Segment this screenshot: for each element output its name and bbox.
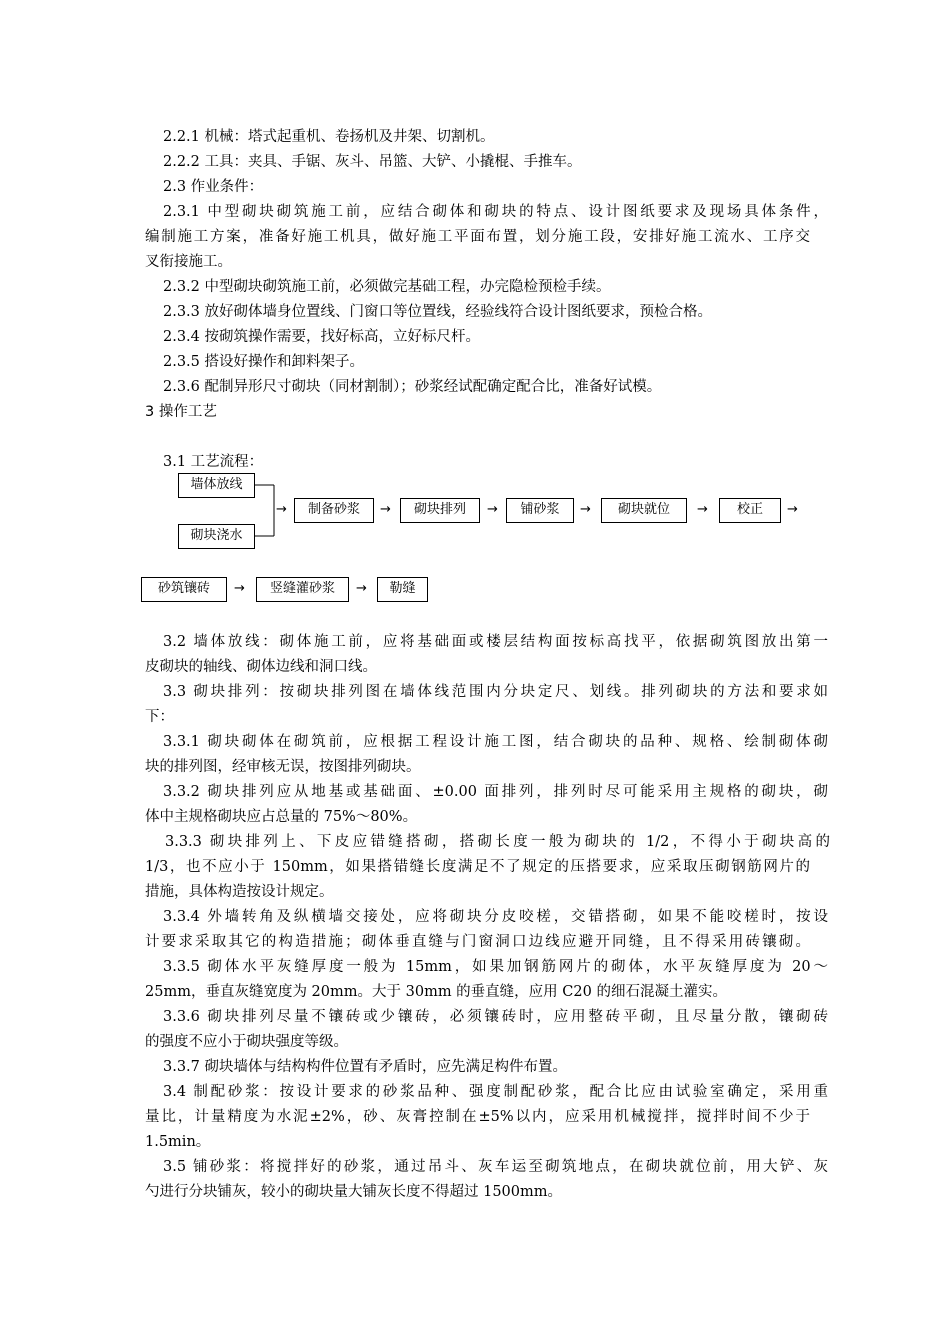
flow-box-brick-inlay: 砂筑镶砖 [141, 577, 227, 602]
para-3-3-5: 3.3.5 砌体水平灰缝厚度一般为 15mm，如果加钢筋网片的砌体，水平灰缝厚度为 20～ [163, 959, 828, 975]
flow-box-block-watering: 砌块浇水 [178, 524, 255, 549]
para-3-3-2: 3.3.2 砌块排列应从地基或基础面、±0.00 面排列，排列时尽可能采用主规格的砌块，砌 [163, 784, 828, 800]
flow-box-pointing: 勒缝 [377, 577, 428, 602]
flow-arrow-7: → [234, 581, 245, 596]
flow-title: 3.1 工艺流程： [163, 454, 264, 470]
flow-arrow-2: → [380, 502, 391, 517]
para-3-3-3-cont: 1/3，也不应小于 150mm，如果搭错缝长度满足不了规定的压搭要求，应采取压砌钢筋网片的 [145, 859, 810, 875]
para-2-3-5: 2.3.5 搭设好操作和卸料架子。 [163, 354, 365, 370]
para-2-3-1-cont: 编制施工方案，准备好施工机具，做好施工平面布置，划分施工段，安排好施工流水、工序交 [145, 229, 810, 245]
para-3-3: 3.3 砌块排列：按砌块排列图在墙体线范围内分块定尺、划线。排列砌块的方法和要求如 [163, 684, 828, 700]
para-2-3-6: 2.3.6 配制异形尺寸砌块（同材割制）；砂浆经试配确定配合比，准备好试模。 [163, 379, 662, 395]
para-3-2: 3.2 墙体放线：砌体施工前，应将基础面或楼层结构面按标高找平，依据砌筑图放出第一 [163, 634, 828, 650]
para-3-3-1-cont: 块的排列图，经审核无误，按图排列砌块。 [145, 759, 421, 775]
flow-arrow-6: → [787, 502, 798, 517]
para-3-3-4: 3.3.4 外墙转角及纵横墙交接处，应将砌块分皮咬槎，交错搭砌，如果不能咬槎时，按设 [163, 909, 828, 925]
para-2-3-4: 2.3.4 按砌筑操作需要，找好标高，立好标尺杆。 [163, 329, 481, 345]
flow-box-block-placement: 砌块就位 [601, 498, 687, 523]
para-3-3-cont: 下： [145, 709, 174, 725]
para-2-3-1-end: 叉衔接施工。 [145, 254, 232, 270]
para-2-3-1: 2.3.1 中型砌块砌筑施工前，应结合砌体和砌块的特点、设计图纸要求及现场具体条件， [163, 204, 828, 220]
para-3-3-2-cont: 体中主规格砌块应占总量的 75%～80%。 [145, 809, 418, 825]
flow-box-spread-mortar: 铺砂浆 [506, 498, 574, 523]
flow-box-vertical-joint-grout: 竖缝灌砂浆 [256, 577, 349, 602]
para-2-3-2: 2.3.2 中型砌块砌筑施工前，必须做完基础工程，办完隐检预检手续。 [163, 279, 611, 295]
flow-box-prepare-mortar: 制备砂浆 [294, 498, 374, 523]
heading-2-3: 2.3 作业条件： [163, 179, 264, 195]
para-3-3-7: 3.3.7 砌块墙体与结构构件位置有矛盾时，应先满足构件布置。 [163, 1059, 568, 1075]
flow-arrow-1: → [276, 502, 287, 517]
para-3-5: 3.5 铺砂浆：将搅拌好的砂浆，通过吊斗、灰车运至砌筑地点，在砌块就位前，用大铲、灰 [163, 1159, 828, 1175]
para-3-3-1: 3.3.1 砌块砌体在砌筑前，应根据工程设计施工图，结合砌块的品种、规格、绘制砌体砌 [163, 734, 828, 750]
flow-box-wall-marking: 墙体放线 [178, 473, 255, 498]
para-2-2-1: 2.2.1 机械：塔式起重机、卷扬机及井架、切割机。 [163, 129, 495, 145]
para-3-3-5-cont: 25mm，垂直灰缝宽度为 20mm。大于 30mm 的垂直缝，应用 C20 的细石混凝土灌实。 [145, 984, 727, 1000]
flow-box-correction: 校正 [719, 498, 781, 523]
flow-arrow-3: → [487, 502, 498, 517]
para-3-3-6: 3.3.6 砌块排列尽量不镶砖或少镶砖，必须镶砖时，应用整砖平砌，且尽量分散，镶砌砖 [163, 1009, 828, 1025]
para-3-3-6-cont: 的强度不应小于砌块强度等级。 [145, 1034, 348, 1050]
para-3-3-3: 3.3.3 砌块排列上、下皮应错缝搭砌，搭砌长度一般为砌块的 1/2，不得小于砌块高的 [165, 834, 830, 850]
flow-arrow-4: → [580, 502, 591, 517]
section-3-heading: 3 操作工艺 [145, 404, 217, 420]
flow-connectors [0, 0, 950, 620]
para-3-4-end: 1.5min。 [145, 1134, 211, 1150]
para-3-4: 3.4 制配砂浆：按设计要求的砂浆品种、强度制配砂浆，配合比应由试验室确定，采用重 [163, 1084, 828, 1100]
para-2-3-3: 2.3.3 放好砌体墙身位置线、门窗口等位置线，经验线符合设计图纸要求，预检合格。 [163, 304, 713, 320]
para-3-3-4-cont: 计要求采取其它的构造措施；砌体垂直缝与门窗洞口边线应避开同缝，且不得采用砖镶砌。 [145, 934, 810, 950]
para-2-2-2: 2.2.2 工具：夹具、手锯、灰斗、吊篮、大铲、小撬棍、手推车。 [163, 154, 582, 170]
flow-arrow-8: → [356, 581, 367, 596]
flow-box-block-arrangement: 砌块排列 [400, 498, 480, 523]
para-3-4-cont: 量比，计量精度为水泥±2%，砂、灰膏控制在±5%以内，应采用机械搅拌，搅拌时间不少于 [145, 1109, 810, 1125]
para-3-5-cont: 勺进行分块铺灰，较小的砌块量大铺灰长度不得超过 1500mm。 [145, 1184, 563, 1200]
para-3-2-cont: 皮砌块的轴线、砌体边线和洞口线。 [145, 659, 377, 675]
para-3-3-3-end: 措施，具体构造按设计规定。 [145, 884, 334, 900]
flow-arrow-5: → [697, 502, 708, 517]
